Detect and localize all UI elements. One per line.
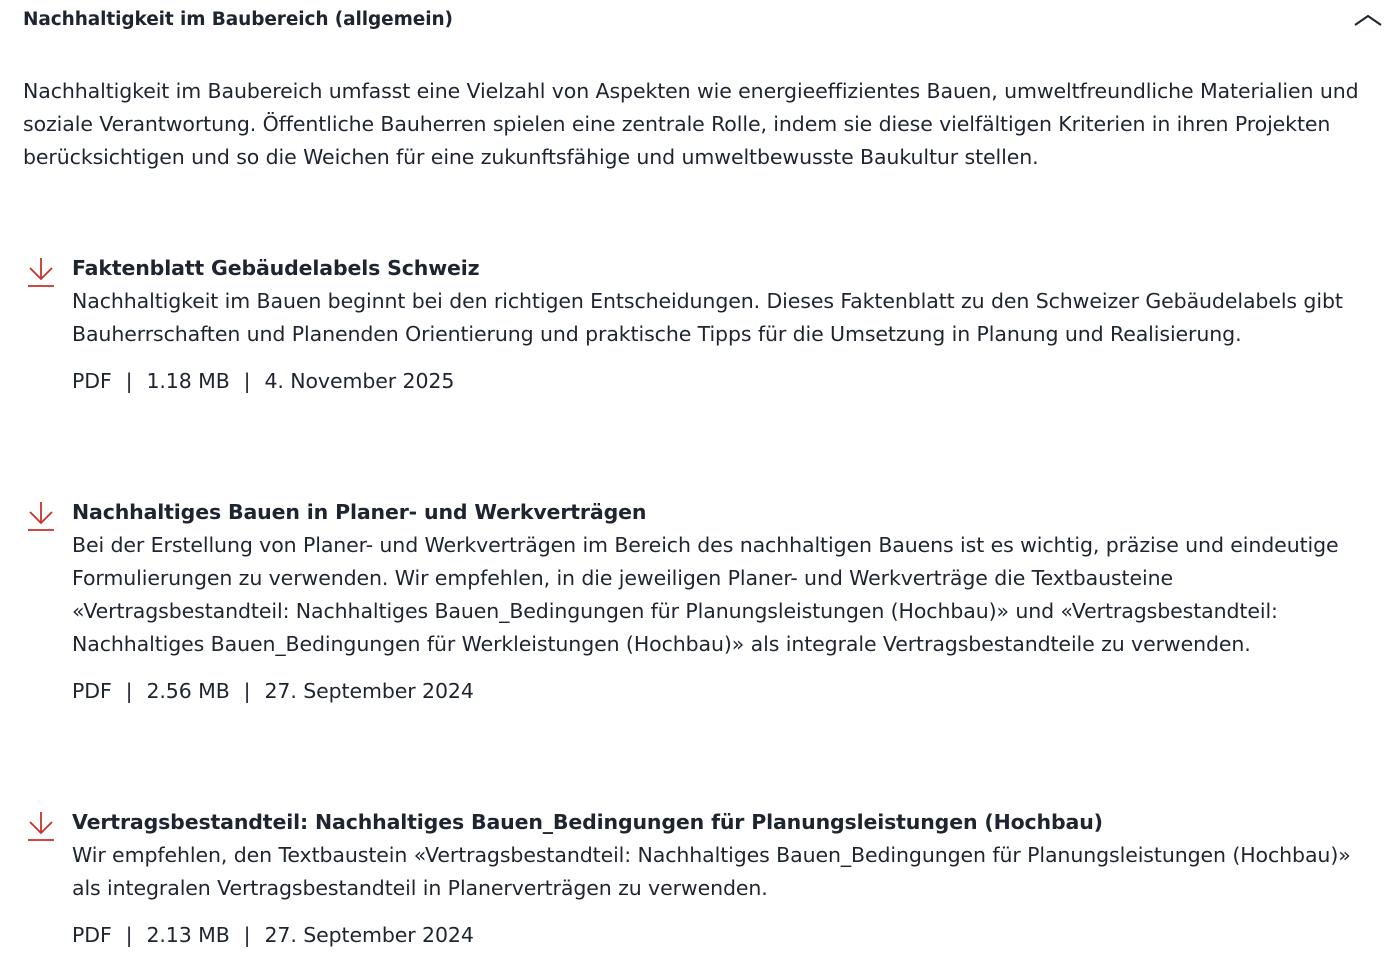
description-line: Bauherrschaften und Planenden Orientierung und praktische Tipps für die Umsetzung in Planung und Realisierung. — [72, 322, 1242, 346]
download-icon[interactable] — [26, 256, 56, 288]
publish-date: 27. September 2024 — [264, 923, 474, 947]
description-line: «Vertragsbestandteil: Nachhaltiges Bauen_Bedingungen für Planungsleistungen (Hochbau)» und «Vertragsbestandteil: — [72, 599, 1278, 623]
document-meta — [72, 365, 1392, 398]
file-format: PDF — [72, 679, 112, 703]
accordion-title[interactable]: Nachhaltigkeit im Baubereich (allgemein) — [23, 9, 453, 30]
description-line: Formulierungen zu verwenden. Wir empfehlen, in die jeweiligen Planer- und Werkverträge die Textbausteine — [72, 566, 1173, 590]
download-icon[interactable] — [26, 500, 56, 532]
meta-separator: | — [125, 369, 133, 393]
document-meta — [72, 919, 1392, 952]
document-title-link[interactable]: Nachhaltiges Bauen in Planer- und Werkverträgen — [72, 500, 647, 524]
document-meta — [72, 675, 1392, 708]
meta-separator: | — [125, 923, 133, 947]
description-line: Nachhaltiges Bauen_Bedingungen für Werkleistungen (Hochbau)» als integrale Vertragsbestandteile zu verwenden. — [72, 632, 1251, 656]
chevron-up-icon[interactable] — [1353, 12, 1383, 28]
accordion-header[interactable] — [23, 8, 1383, 32]
description-line: Bei der Erstellung von Planer- und Werkverträgen im Bereich des nachhaltigen Bauens ist es wichtig, präzise und eindeutige — [72, 533, 1339, 557]
file-size: 2.13 MB — [146, 923, 230, 947]
meta-separator: | — [125, 679, 133, 703]
meta-separator: | — [243, 679, 251, 703]
description-line: Nachhaltigkeit im Bauen beginnt bei den richtigen Entscheidungen. Dieses Faktenblatt zu den Schweizer Gebäudelabels gibt — [72, 289, 1343, 313]
publish-date: 27. September 2024 — [264, 679, 474, 703]
meta-separator: | — [243, 923, 251, 947]
file-size: 1.18 MB — [146, 369, 230, 393]
document-description — [72, 529, 1392, 661]
meta-separator: | — [243, 369, 251, 393]
document-title-link[interactable]: Faktenblatt Gebäudelabels Schweiz — [72, 256, 480, 280]
intro-line: soziale Verantwortung. Öffentliche Bauherren spielen eine zentrale Rolle, indem sie diese vielfältigen Kriterien in ihren Projekten — [23, 112, 1331, 136]
intro-line: berücksichtigen und so die Weichen für eine zukunftsfähige und umweltbewusste Baukultur stellen. — [23, 145, 1039, 169]
section-intro — [23, 75, 1393, 174]
document-description — [72, 285, 1392, 351]
description-line: als integralen Vertragsbestandteil in Planerverträgen zu verwenden. — [72, 876, 768, 900]
download-icon[interactable] — [26, 810, 56, 842]
file-size: 2.56 MB — [146, 679, 230, 703]
file-format: PDF — [72, 369, 112, 393]
file-format: PDF — [72, 923, 112, 947]
intro-line: Nachhaltigkeit im Baubereich umfasst eine Vielzahl von Aspekten wie energieeffizientes Bauen, umweltfreundliche Materialien und — [23, 79, 1359, 103]
description-line: Wir empfehlen, den Textbaustein «Vertragsbestandteil: Nachhaltiges Bauen_Bedingungen für Planungsleistungen (Hochbau)» — [72, 843, 1351, 867]
document-description — [72, 839, 1392, 905]
document-title-link[interactable]: Vertragsbestandteil: Nachhaltiges Bauen_Bedingungen für Planungsleistungen (Hochbau) — [72, 810, 1103, 834]
publish-date: 4. November 2025 — [264, 369, 455, 393]
